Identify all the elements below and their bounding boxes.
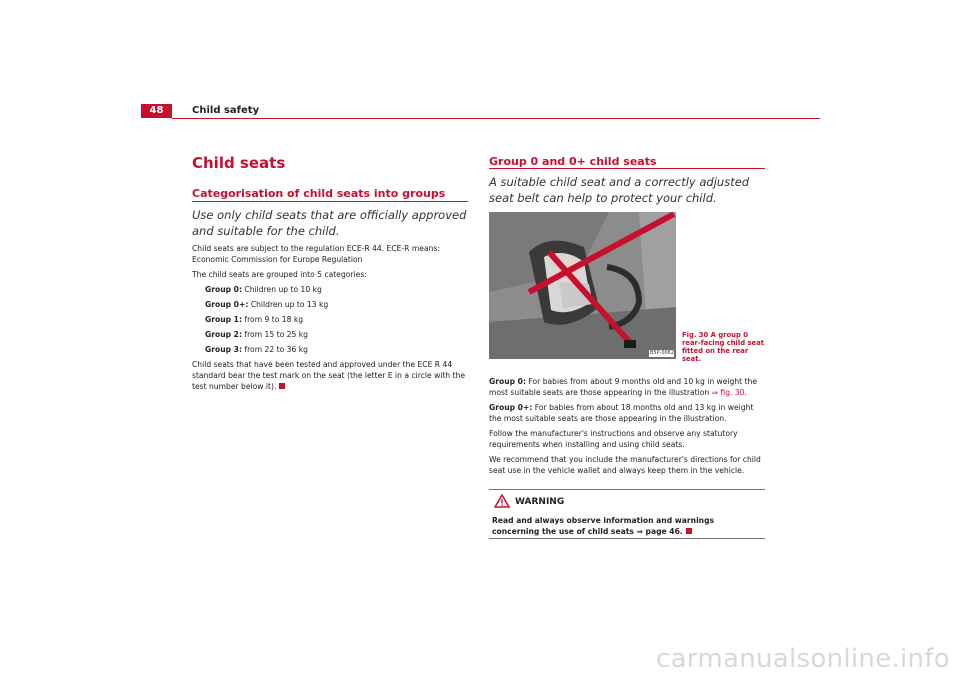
right-body — [489, 376, 767, 480]
figure-code: B5P-0062 — [650, 350, 675, 356]
lead-text-right: A suitable child seat and a correctly adjusted seat belt can help to protect your child. — [489, 175, 750, 205]
header-section-title: Child safety — [192, 105, 260, 116]
section-heading-group-0: Group 0 and 0+ child seats — [489, 155, 657, 168]
figure-reference-link[interactable]: ⇒ fig. 30 — [711, 388, 745, 397]
child-seat-figure — [489, 212, 676, 359]
section-rule — [192, 201, 468, 202]
end-of-section-marker — [686, 528, 692, 534]
group-item: Group 0: Children up to 10 kg — [205, 285, 322, 294]
warning-text: Read and always observe information and warnings concerning the use of child seats ⇒ page 46. — [492, 516, 715, 536]
paragraph-vehicle-wallet: We recommend that you include the manufacturer's directions for child seat use in the vehicle wallet and always keep them in the vehicle. — [489, 455, 761, 475]
header-rule — [172, 118, 820, 119]
section-rule — [489, 168, 765, 169]
section-heading-categorisation: Categorisation of child seats into groups — [192, 187, 446, 200]
paragraph-group-0: Group 0: For babies from about 9 months old and 10 kg in weight the most suitable seats are those appearing in the illustration ⇒ fig. 30. — [489, 377, 758, 397]
page-title: Child seats — [192, 154, 286, 172]
paragraph-categories: The child seats are grouped into 5 categories: — [192, 270, 367, 279]
group-item: Group 2: from 15 to 25 kg — [205, 330, 308, 339]
child-seat-illustration — [489, 212, 676, 359]
page-number: 48 — [141, 104, 172, 118]
lead-text-left: Use only child seats that are officially approved and suitable for the child. — [192, 208, 467, 238]
group-item: Group 0+: Children up to 13 kg — [205, 300, 329, 309]
group-item: Group 3: from 22 to 36 kg — [205, 345, 308, 354]
watermark: carmanualsonline.info — [655, 644, 950, 674]
paragraph-group-0-plus: Group 0+: For babies from about 18 months old and 13 kg in weight the most suitable seats are those appearing in the illustration. — [489, 403, 754, 423]
paragraph-manufacturer-instructions: Follow the manufacturer's instructions and observe any statutory requirements when installing and using child seats. — [489, 429, 738, 449]
warning-icon — [494, 494, 510, 508]
group-item: Group 1: from 9 to 18 kg — [205, 315, 304, 324]
warning-title: WARNING — [515, 497, 565, 507]
end-of-section-marker — [279, 383, 285, 389]
paragraph-regulation: Child seats are subject to the regulation ECE-R 44. ECE-R means: Economic Commission for Europe Regulation — [192, 244, 440, 264]
paragraph-test-mark: Child seats that have been tested and approved under the ECE R 44 standard bear the test mark on the seat (the letter E in a circle with the test number below it). — [192, 360, 466, 391]
left-body — [192, 243, 468, 396]
figure-caption: Fig. 30 A group 0 rear-facing child seat fitted on the rear seat. — [682, 331, 764, 363]
